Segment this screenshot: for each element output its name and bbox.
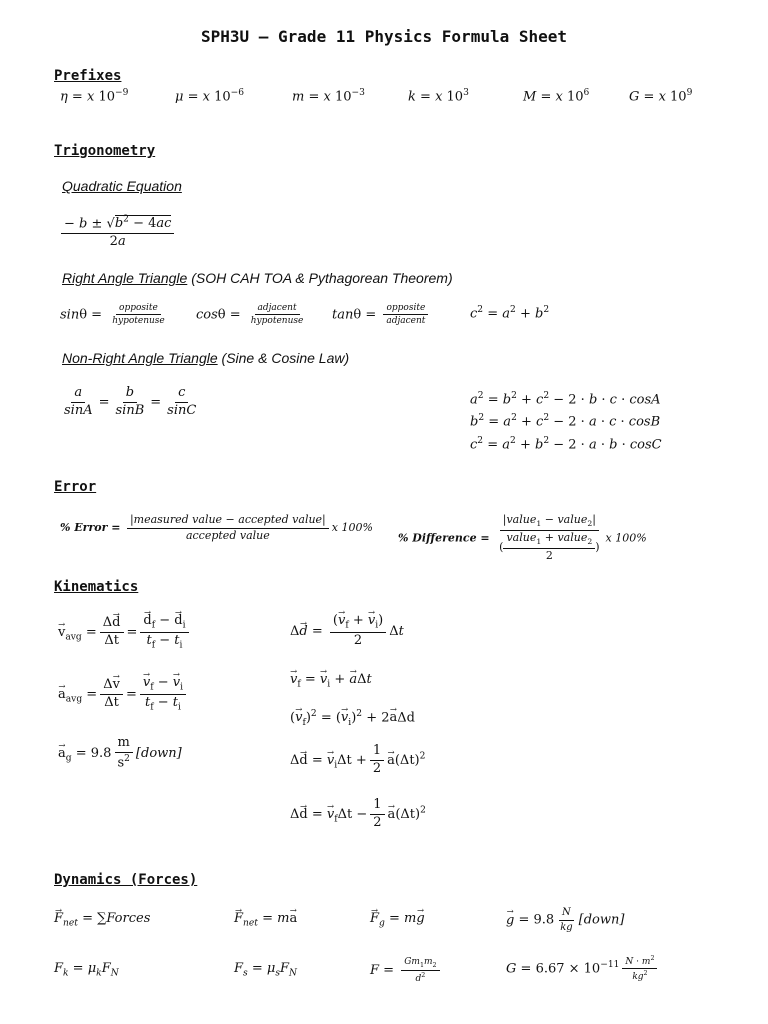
static-friction: $F_s = \mu_sF_N$ (234, 961, 297, 979)
prefix-milli: m = x $10^{-3}$ (292, 88, 365, 105)
prefix-mega: M = x $10^6$ (523, 88, 590, 105)
displacement-average-velocity: Δ→ d = $\frac{(\to v_f + \to v_i)}{2}$ Δt (290, 614, 404, 649)
percent-difference-formula: % Difference = |value$_1$ − value$_2$| ( $\frac{value_1 + value_2}{2}$ ) x 100% (398, 513, 647, 563)
net-force-ma: → $F_{net} = m\to a$ (234, 911, 297, 929)
sine-law: $\frac{a}{\sin A}$ = $\frac{b}{\sin B}$ = $\frac{c}{\sin C}$ (64, 385, 197, 418)
pythagorean-theorem: $c^2 = a^2 + b^2$ (470, 305, 550, 322)
section-dynamics: Dynamics (Forces) (54, 872, 198, 888)
cosine-ratio: cosθ = $\frac{\text{adjacent}}{\text{hypotenuse}}$ (196, 303, 304, 327)
section-error: Error (54, 479, 97, 495)
prefix-micro: μ = x $10^{-6}$ (175, 88, 245, 105)
quadratic-formula: $\frac{- b \pm √b^2 - 4ac}{2a}$ (58, 215, 177, 250)
final-velocity-formula: → $v_f$ = → $v_i$ + → aΔt (290, 672, 372, 690)
subsection-right-triangle: Right Angle Triangle (SOH CAH TOA & Pythagorean Theorem) (62, 270, 453, 286)
prefix-kilo: k = x $10^3$ (408, 88, 469, 105)
gravity-force: → $F_g = m\to g$ (370, 911, 425, 929)
gravity-acceleration: → $a_g = 9.8$ $\frac{m}{s^2}$ [down] (58, 736, 182, 771)
tangent-ratio: tanθ = $\frac{\text{opposite}}{\text{adjacent}}$ (332, 303, 431, 327)
subsection-non-right-triangle: Non-Right Angle Triangle (Sine & Cosine Law) (62, 350, 350, 366)
average-acceleration-formula: → $a_{avg}$ = $\frac{\Delta\to v}{\Delta t}$ = → $\frac{v_f - \to v_i}{t_f - t_i}$ (58, 676, 189, 713)
percent-error-formula: % Error = $\frac{\text{|measured value − accepted value|}}{\text{accepted value}}$ x 100% (60, 513, 373, 542)
velocity-squared-formula: (→ $v_f)^2$ = (→ $v_i)^2 + 2\to a\Delta d$ (290, 709, 415, 728)
kinetic-friction: $F_k = \mu_kF_N$ (54, 961, 119, 979)
sine-ratio: sinθ = $\frac{\text{opposite}}{\text{hypotenuse}}$ (60, 303, 165, 327)
subsection-quadratic: Quadratic Equation (62, 178, 182, 194)
gravitational-constant: $G = 6.67 \times 10^{-11}$ $\frac{N \cdot m^2}{kg^2}$ (506, 955, 660, 983)
displacement-initial-velocity: Δ→ d = → $v_i\Delta t$ + $\frac{1}{2}$ → $a(\Delta t)^2$ (290, 744, 425, 777)
cosine-law: $a^2 = b^2 + c^2 - 2 \cdot b \cdot c \cdot \cos A$ $b^2 = a^2 + c^2 - 2 \cdot a \cdot c \cdot \cos B$ $c^2 = a^2 + b^2 - 2 \cdot a \cdot b \cdot \cos C$ (470, 391, 662, 452)
gravitational-field: → g = 9.8 $\frac{N}{kg}$ [down] (506, 907, 624, 933)
page-title: SPH3U – Grade 11 Physics Formula Sheet (200, 27, 568, 46)
section-trigonometry: Trigonometry (54, 143, 156, 159)
prefix-giga: G = x $10^9$ (629, 88, 693, 105)
section-kinematics: Kinematics (54, 579, 139, 595)
net-force-sum: → $F_{net}$ = ∑Forces (54, 911, 150, 929)
prefix-nano: η = x $10^{-9}$ (60, 88, 129, 105)
average-velocity-formula: → $v_{avg}$ = $\frac{\Delta\to d}{\Delta t}$ = → $\frac{d_f - \to d_i}{t_f - t_i}$ (58, 614, 192, 651)
displacement-final-velocity: Δ→ d = → $v_f\Delta t$ − $\frac{1}{2}$ → $a(\Delta t)^2$ (290, 798, 426, 831)
section-prefixes: Prefixes (54, 68, 122, 84)
universal-gravitation: F = $\frac{Gm_1m_2}{d^2}$ (370, 957, 443, 984)
